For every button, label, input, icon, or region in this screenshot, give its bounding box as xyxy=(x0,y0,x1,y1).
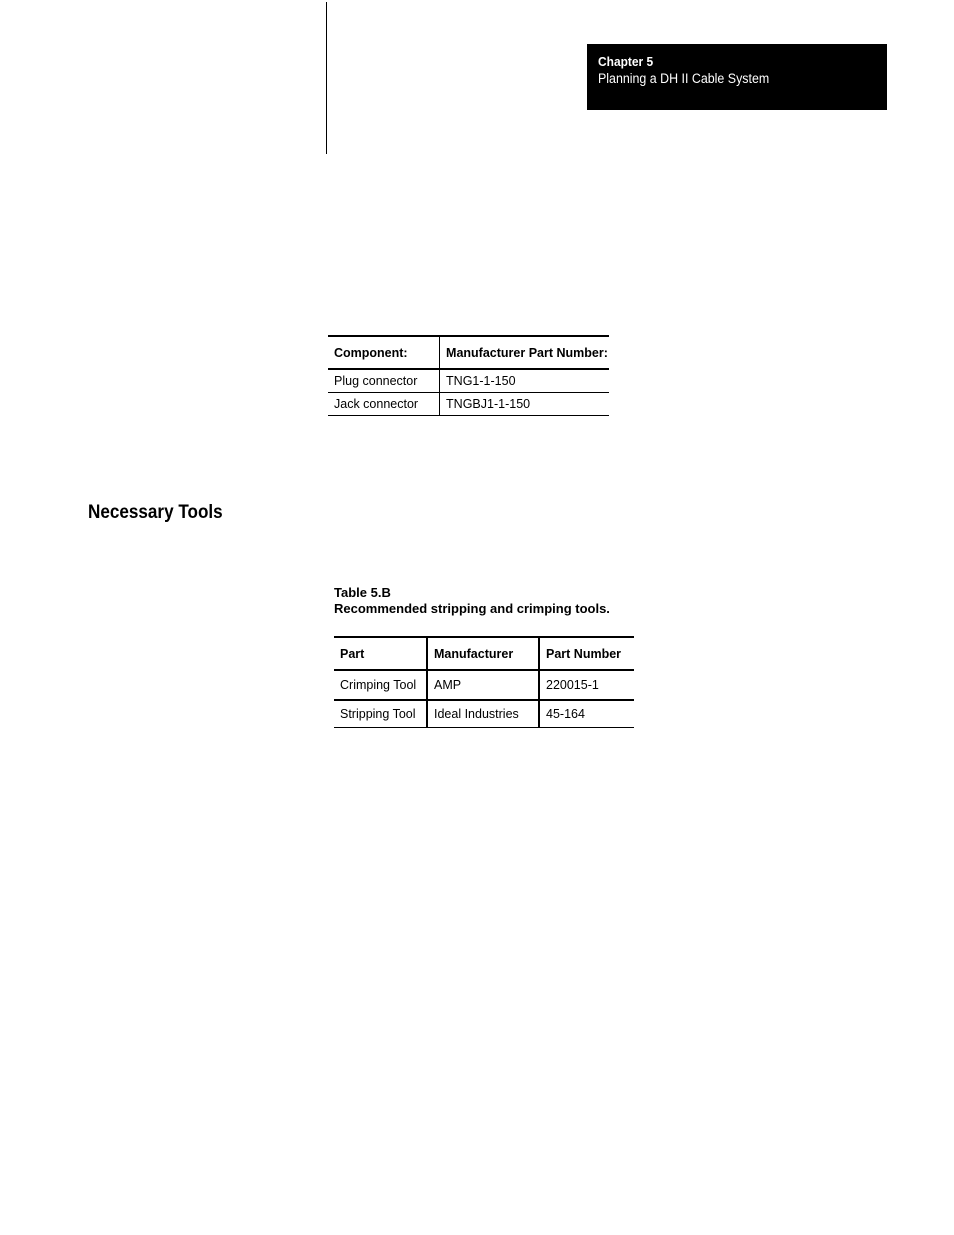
table-cell: AMP xyxy=(427,670,539,700)
table-cell: Jack connector xyxy=(328,393,440,416)
connector-table xyxy=(328,335,609,416)
table-header-row xyxy=(334,637,634,670)
table-header-row xyxy=(328,336,609,369)
table-cell: 45-164 xyxy=(539,700,634,728)
table-cell: Ideal Industries xyxy=(427,700,539,728)
column-header-part-number: Part Number xyxy=(539,637,634,670)
column-header-component: Component: xyxy=(328,336,440,369)
column-header-manufacturer: Manufacturer xyxy=(427,637,539,670)
table-cell: Plug connector xyxy=(328,369,440,393)
chapter-header xyxy=(587,44,887,110)
chapter-number: Chapter 5 xyxy=(598,54,654,69)
table-cell: Stripping Tool xyxy=(334,700,427,728)
table-caption xyxy=(334,585,610,617)
chapter-title: Planning a DH II Cable System xyxy=(598,71,770,86)
margin-rule xyxy=(326,2,327,154)
column-header-part-number: Manufacturer Part Number: xyxy=(440,336,609,369)
table-cell: TNGBJ1-1-150 xyxy=(440,393,609,416)
table-row xyxy=(334,700,634,728)
table-row xyxy=(328,369,609,393)
table-cell: TNG1-1-150 xyxy=(440,369,609,393)
table-cell: Crimping Tool xyxy=(334,670,427,700)
section-heading: Necessary Tools xyxy=(88,502,223,523)
table-cell: 220015-1 xyxy=(539,670,634,700)
table-caption-text: Recommended stripping and crimping tools. xyxy=(334,601,610,616)
table-row xyxy=(334,670,634,700)
table-label: Table 5.B xyxy=(334,585,391,600)
tools-table xyxy=(334,636,634,728)
column-header-part: Part xyxy=(334,637,427,670)
table-row xyxy=(328,393,609,416)
